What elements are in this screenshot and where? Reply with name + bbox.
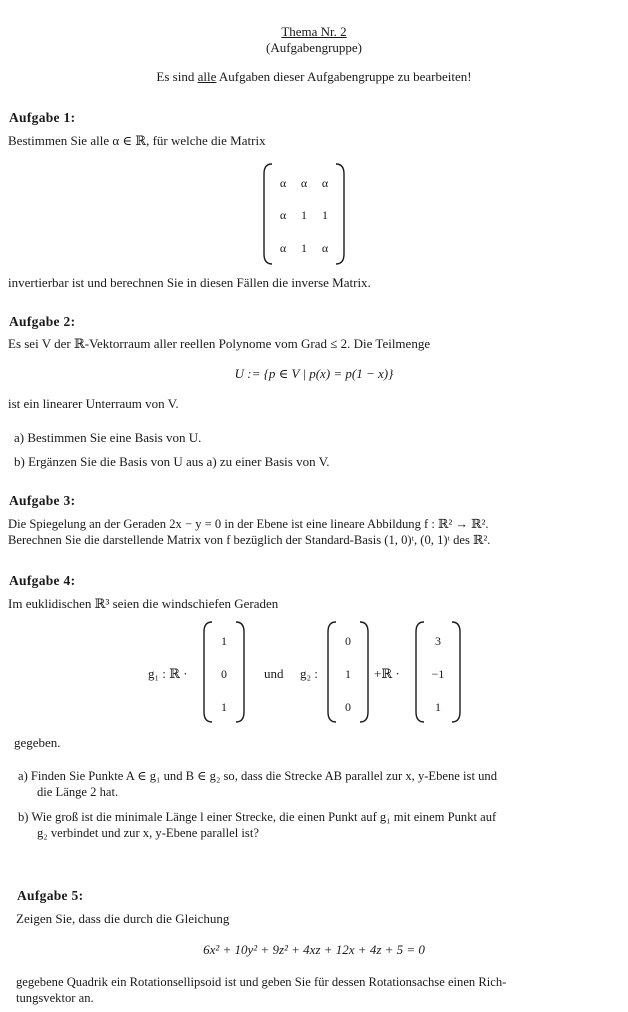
a4-g1-v1: 1	[221, 634, 227, 648]
a4-g2-p3: 0	[345, 700, 351, 714]
a2-item-a: a) Bestimmen Sie eine Basis von U.	[14, 430, 202, 445]
instruction-pre: Es sind	[156, 69, 198, 84]
a4-g2-p1: 0	[345, 634, 351, 648]
a4-g2-label: g₂ :	[300, 666, 318, 681]
a2-text: Es sei V der ℝ-Vektorraum aller reellen Polynome vom Grad ≤ 2. Die Teilmenge	[8, 336, 431, 351]
a1-m22: 1	[301, 208, 307, 222]
a5-formula: 6x² + 10y² + 9z² + 4xz + 12x + 4z + 5 = 0	[203, 942, 425, 957]
a1-text: Bestimmen Sie alle α ∈ ℝ, für welche die Matrix	[8, 133, 266, 148]
a1-text-after: invertierbar ist und berechnen Sie in diesen Fällen die inverse Matrix.	[8, 275, 371, 290]
a4-item-a-line1: a) Finden Sie Punkte A ∈ g₁ und B ∈ g₂ so, dass die Strecke AB parallel zur x, y-Ebene ist und	[18, 769, 497, 783]
a4-g2-point	[326, 620, 370, 724]
a5-line2: tungsvektor an.	[16, 991, 94, 1005]
a4-plus: +ℝ ·	[374, 666, 400, 681]
page-title	[0, 24, 628, 40]
a3-heading: Aufgabe 3:	[9, 493, 76, 508]
a5-heading: Aufgabe 5:	[17, 888, 84, 903]
instruction-post: Aufgaben dieser Aufgabengruppe zu bearbeiten!	[216, 69, 472, 84]
instruction-emph: alle	[197, 69, 217, 84]
a4-und: und	[264, 666, 284, 681]
a1-m21: α	[279, 208, 287, 222]
a4-g2-d1: 3	[435, 634, 441, 648]
a2-item-b: b) Ergänzen Sie die Basis von U aus a) zu einer Basis von V.	[14, 454, 330, 469]
a4-g2-d2: −1	[431, 667, 445, 681]
a3-line2: Berechnen Sie die darstellende Matrix von f bezüglich der Standard-Basis (1, 0)ᵗ, (0, 1)ᵗ des ℝ².	[8, 533, 491, 547]
a4-g2-p2: 1	[345, 667, 351, 681]
a1-matrix	[262, 162, 346, 266]
a3-line1: Die Spiegelung an der Geraden 2x − y = 0 in der Ebene ist eine lineare Abbildung f : ℝ² → ℝ².	[8, 517, 489, 531]
a4-item-b-line2: g₂ verbindet und zur x, y-Ebene parallel ist?	[37, 826, 259, 840]
a1-m23: 1	[322, 208, 328, 222]
a2-heading: Aufgabe 2:	[9, 314, 76, 329]
a1-m11: α	[279, 176, 287, 190]
a1-m12: α	[300, 176, 308, 190]
a1-m31: α	[279, 241, 287, 255]
a4-text: Im euklidischen ℝ³ seien die windschiefen Geraden	[8, 596, 279, 611]
a1-m32: 1	[301, 241, 307, 255]
a2-formula: U := {p ∈ V | p(x) = p(1 − x)}	[234, 366, 394, 381]
a4-heading: Aufgabe 4:	[9, 573, 76, 588]
a4-g2-d3: 1	[435, 700, 441, 714]
a4-item-a-line2: die Länge 2 hat.	[37, 785, 119, 799]
a1-m13: α	[321, 176, 329, 190]
a4-g1-label: g₁ : ℝ ·	[148, 666, 188, 681]
a2-text-after: ist ein linearer Unterraum von V.	[8, 396, 179, 411]
a1-m33: α	[321, 241, 329, 255]
a4-g1-v2: 0	[221, 667, 227, 681]
instruction-line	[0, 69, 628, 85]
a1-heading: Aufgabe 1:	[9, 110, 76, 125]
title-text: Thema Nr. 2	[281, 24, 347, 39]
a4-g1-v3: 1	[221, 700, 227, 714]
a4-g1-vector	[202, 620, 246, 724]
a5-text: Zeigen Sie, dass die durch die Gleichung	[16, 911, 230, 926]
a4-g2-direction	[414, 620, 462, 724]
a4-item-b-line1: b) Wie groß ist die minimale Länge l einer Strecke, die einen Punkt auf g₁ mit einem Punkt auf	[18, 810, 497, 824]
a4-given: gegeben.	[14, 735, 61, 750]
page-subtitle: (Aufgabengruppe)	[265, 40, 362, 55]
a5-line1: gegebene Quadrik ein Rotationsellipsoid ist und geben Sie für dessen Rotationsachse einen Rich-	[16, 975, 507, 989]
